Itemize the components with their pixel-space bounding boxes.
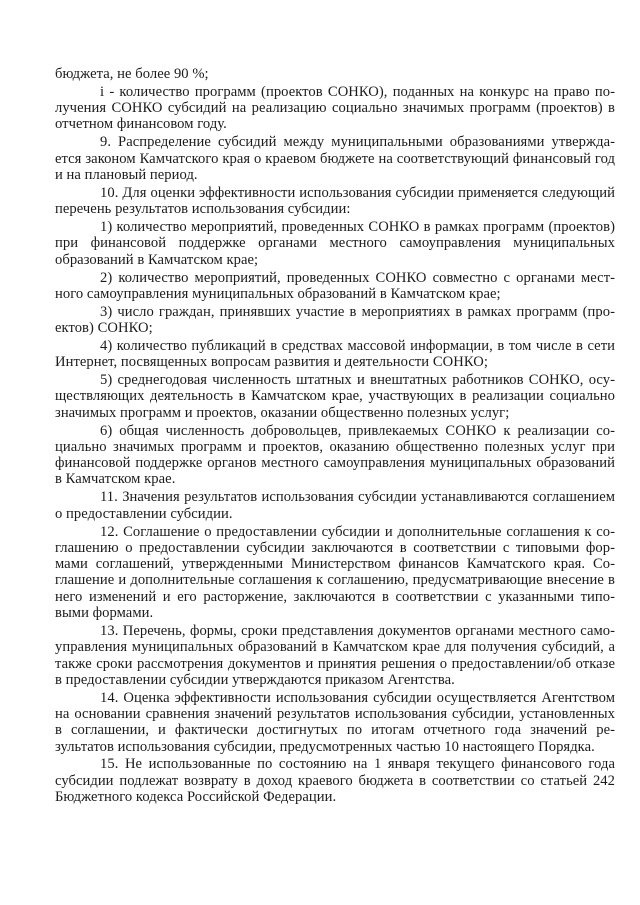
document-page [55,66,615,807]
paragraph-13: 13. Перечень, формы, сроки представления документов органами местного самоуправления муниципальных образований в Камчатском крае для получения субсидий, а также сроки рассмотрения документов и принятия решения о предоставлении/об отказе в предоставлении субсидии утверждаются приказом Агентства. [55,622,615,688]
paragraph-10: 10. Для оценки эффективности использования субсидии применяется следующий перечень результатов использования субсидии: [55,184,615,218]
list-item-2: 2) количество мероприятий, проведенных СОНКО совместно с органами местного самоуправления муниципальных образований в Камчатском крае; [55,269,615,302]
paragraph-12: 12. Соглашение о предоставлении субсидии и дополнительные соглашения к соглашению о предоставлении субсидии заключаются в соответствии с типовыми формами соглашений, утвержденными Министерством финансов Камчатского края. Соглашение и дополнительные соглашения к соглашению, предусматривающие внесение в него изменений и его расторжение, заключаются в соответствии с указанными типовыми формами. [55,523,615,622]
paragraph-15: 15. Не использованные по состоянию на 1 января текущего финансового года субсидии подлежат возврату в доход краевого бюджета в соответствии со статьей 242 Бюджетного кодекса Российской Федерации. [55,756,615,806]
list-item-5: 5) среднегодовая численность штатных и внештатных работников СОНКО, осуществляющих деятельность в Камчатском крае, участвующих в реализации социально значимых программ и проектов, оказании общественно полезных услуг; [55,372,615,421]
list-item-3: 3) число граждан, принявших участие в мероприятиях в рамках программ (проектов) СОНКО; [55,303,615,337]
list-item-6: 6) общая численность добровольцев, привлекаемых СОНКО к реализации социально значимых программ и проектов, оказанию общественно полезных услуг при финансовой поддержке органов местного самоуправления муниципальных образований в Камчатском крае. [55,422,615,488]
paragraph-variable-i: i - количество программ (проектов СОНКО), поданных на конкурс на право получения СОНКО субсидий на реализацию социально значимых программ (проектов) в отчетном финансовом году. [55,83,615,133]
paragraph-14: 14. Оценка эффективности использования субсидии осуществляется Агентством на основании сравнения значений результатов использования субсидии, установленных в соглашении, и фактически достигнутых по итогам отчетного года значений результатов использования субсидии, предусмотренных частью 10 настоящего Порядка. [55,689,615,755]
list-item-4: 4) количество публикаций в средствах массовой информации, в том числе в сети Интернет, посвященных вопросам развития и деятельности СОНКО; [55,337,615,371]
paragraph-11: 11. Значения результатов использования субсидии устанавливаются соглашением о предоставлении субсидии. [55,489,615,522]
paragraph-budget-continuation: бюджета, не более 90 %; [55,66,209,82]
list-item-1: 1) количество мероприятий, проведенных СОНКО в рамках программ (проектов) при финансовой поддержке органами местного самоуправления муниципальных образований в Камчатском крае; [55,219,615,268]
paragraph-9: 9. Распределение субсидий между муниципальными образованиями утверждается законом Камчатского края о краевом бюджете на соответствующий финансовый год и на плановый период. [55,134,615,183]
